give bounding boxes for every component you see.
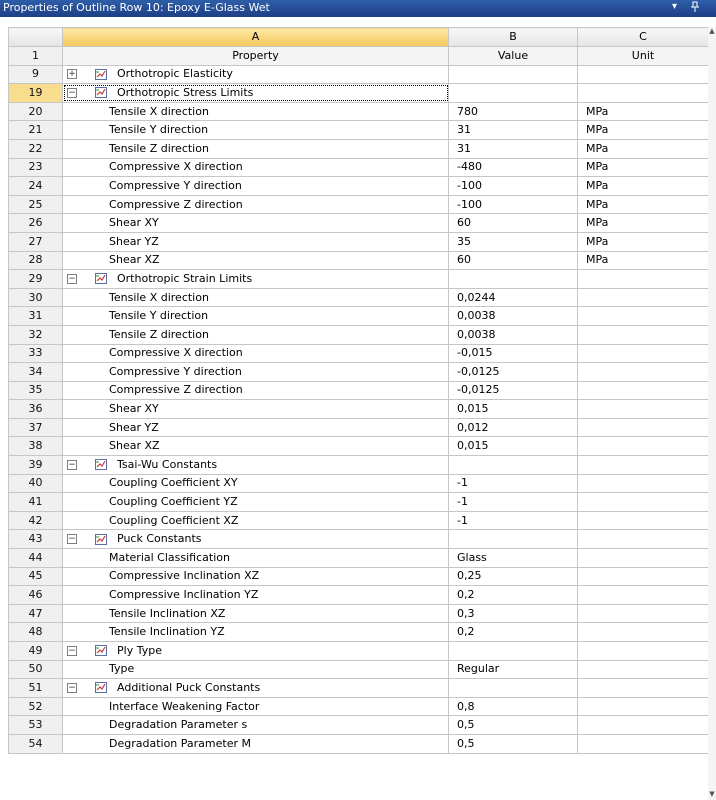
- row-number[interactable]: 47: [9, 604, 63, 623]
- row-number[interactable]: 39: [9, 456, 63, 475]
- property-cell[interactable]: Compressive Y direction: [63, 177, 449, 196]
- value-header: Value: [449, 47, 578, 66]
- column-header-b[interactable]: B: [449, 28, 578, 47]
- table-row[interactable]: [9, 139, 709, 158]
- property-cell[interactable]: Degradation Parameter M: [63, 734, 449, 753]
- unit-cell[interactable]: [578, 307, 709, 326]
- property-cell[interactable]: Tensile Y direction: [63, 121, 449, 140]
- value-cell[interactable]: 0,5: [449, 716, 578, 735]
- row-number[interactable]: 21: [9, 121, 63, 140]
- row-number[interactable]: 28: [9, 251, 63, 270]
- table-row[interactable]: [9, 604, 709, 623]
- unit-cell[interactable]: [578, 549, 709, 568]
- unit-cell[interactable]: [578, 716, 709, 735]
- collapse-icon[interactable]: −: [68, 645, 76, 656]
- unit-cell[interactable]: [578, 530, 709, 549]
- group-row[interactable]: [9, 642, 709, 661]
- row-number[interactable]: 45: [9, 567, 63, 586]
- property-cell[interactable]: Shear XY: [63, 214, 449, 233]
- group-row[interactable]: [9, 84, 709, 103]
- collapse-icon[interactable]: −: [68, 273, 76, 284]
- table-row[interactable]: [9, 437, 709, 456]
- group-row[interactable]: [9, 456, 709, 475]
- row-number[interactable]: 36: [9, 400, 63, 419]
- value-cell[interactable]: 0,2: [449, 586, 578, 605]
- property-cell[interactable]: Shear XZ: [63, 251, 449, 270]
- row-number[interactable]: 46: [9, 586, 63, 605]
- row-number[interactable]: 54: [9, 734, 63, 753]
- window-title-bar: [0, 0, 716, 17]
- row-number[interactable]: 23: [9, 158, 63, 177]
- unit-cell[interactable]: [578, 363, 709, 382]
- table-row[interactable]: [9, 697, 709, 716]
- table-row[interactable]: [9, 400, 709, 419]
- unit-cell[interactable]: MPa: [578, 158, 709, 177]
- property-cell[interactable]: Tensile X direction: [63, 288, 449, 307]
- group-row[interactable]: [9, 65, 709, 84]
- unit-cell[interactable]: [578, 344, 709, 363]
- chart-group-icon: [95, 273, 107, 284]
- unit-cell[interactable]: MPa: [578, 214, 709, 233]
- unit-cell[interactable]: [578, 734, 709, 753]
- table-row[interactable]: [9, 660, 709, 679]
- value-cell[interactable]: 0,5: [449, 734, 578, 753]
- row-number[interactable]: 48: [9, 623, 63, 642]
- table-row[interactable]: [9, 214, 709, 233]
- unit-cell[interactable]: MPa: [578, 251, 709, 270]
- property-cell[interactable]: Shear XZ: [63, 437, 449, 456]
- table-row[interactable]: [9, 121, 709, 140]
- property-cell[interactable]: Coupling Coefficient XZ: [63, 511, 449, 530]
- table-row[interactable]: [9, 232, 709, 251]
- table-row[interactable]: [9, 195, 709, 214]
- chart-group-icon: [95, 645, 107, 656]
- row-number[interactable]: 40: [9, 474, 63, 493]
- value-cell[interactable]: 60: [449, 214, 578, 233]
- value-cell[interactable]: 35: [449, 232, 578, 251]
- property-cell[interactable]: Degradation Parameter s: [63, 716, 449, 735]
- scroll-down-icon[interactable]: ▼: [709, 790, 715, 798]
- row-number[interactable]: 34: [9, 363, 63, 382]
- property-cell[interactable]: Interface Weakening Factor: [63, 697, 449, 716]
- property-cell[interactable]: Compressive Inclination YZ: [63, 586, 449, 605]
- row-number[interactable]: 50: [9, 660, 63, 679]
- expand-icon[interactable]: +: [68, 69, 76, 80]
- unit-cell[interactable]: [578, 660, 709, 679]
- table-row[interactable]: [9, 158, 709, 177]
- unit-cell[interactable]: [578, 567, 709, 586]
- chart-group-icon: [95, 87, 107, 98]
- collapse-icon[interactable]: −: [68, 534, 76, 545]
- row-number[interactable]: 32: [9, 325, 63, 344]
- table-row[interactable]: [9, 344, 709, 363]
- property-cell[interactable]: Shear YZ: [63, 418, 449, 437]
- table-row[interactable]: [9, 493, 709, 512]
- value-cell[interactable]: Regular: [449, 660, 578, 679]
- property-cell[interactable]: Tensile Inclination YZ: [63, 623, 449, 642]
- property-cell[interactable]: Type: [63, 660, 449, 679]
- table-row[interactable]: [9, 418, 709, 437]
- property-cell[interactable]: Material Classification: [63, 549, 449, 568]
- property-cell[interactable]: Compressive Z direction: [63, 381, 449, 400]
- property-header: Property: [63, 47, 449, 66]
- group-row[interactable]: [9, 679, 709, 698]
- group-cell[interactable]: [63, 642, 449, 661]
- group-label: Orthotropic Stress Limits: [117, 85, 254, 99]
- unit-cell[interactable]: [578, 84, 709, 103]
- value-cell[interactable]: 60: [449, 251, 578, 270]
- unit-cell[interactable]: MPa: [578, 121, 709, 140]
- collapse-icon[interactable]: −: [68, 459, 76, 470]
- collapse-icon[interactable]: −: [68, 87, 76, 98]
- row-number[interactable]: 26: [9, 214, 63, 233]
- row-number[interactable]: 38: [9, 437, 63, 456]
- row-number[interactable]: 33: [9, 344, 63, 363]
- property-cell[interactable]: Tensile X direction: [63, 102, 449, 121]
- value-cell[interactable]: 0,25: [449, 567, 578, 586]
- group-cell[interactable]: [63, 679, 449, 698]
- value-cell[interactable]: [449, 530, 578, 549]
- chevron-down-icon[interactable]: ▾: [672, 1, 678, 12]
- group-cell[interactable]: [63, 84, 449, 103]
- row-number[interactable]: 53: [9, 716, 63, 735]
- unit-header: Unit: [578, 47, 709, 66]
- value-cell[interactable]: 0,8: [449, 697, 578, 716]
- value-cell[interactable]: 31: [449, 121, 578, 140]
- group-cell[interactable]: [63, 456, 449, 475]
- property-cell[interactable]: Coupling Coefficient YZ: [63, 493, 449, 512]
- value-cell[interactable]: 0,0038: [449, 325, 578, 344]
- table-row[interactable]: [9, 381, 709, 400]
- value-cell[interactable]: 0,015: [449, 400, 578, 419]
- value-cell[interactable]: -1: [449, 493, 578, 512]
- window-title: Properties of Outline Row 10: Epoxy E-Glass Wet: [3, 1, 270, 14]
- unit-cell[interactable]: [578, 511, 709, 530]
- row-number[interactable]: 9: [9, 65, 63, 84]
- table-row[interactable]: [9, 511, 709, 530]
- property-cell[interactable]: Compressive Z direction: [63, 195, 449, 214]
- value-cell[interactable]: -0,0125: [449, 381, 578, 400]
- column-header-c[interactable]: C: [578, 28, 709, 47]
- group-label: Ply Type: [117, 643, 162, 657]
- chart-group-icon: [95, 69, 107, 80]
- group-label: Additional Puck Constants: [117, 680, 261, 694]
- chart-group-icon: [95, 459, 107, 470]
- row-number[interactable]: 44: [9, 549, 63, 568]
- row-number[interactable]: 43: [9, 530, 63, 549]
- row-number[interactable]: 42: [9, 511, 63, 530]
- table-row[interactable]: [9, 474, 709, 493]
- value-cell[interactable]: 0,2: [449, 623, 578, 642]
- row-number[interactable]: 1: [9, 47, 63, 66]
- table-row[interactable]: [9, 102, 709, 121]
- column-header-row: [9, 28, 709, 47]
- value-cell[interactable]: 0,0244: [449, 288, 578, 307]
- row-number[interactable]: 52: [9, 697, 63, 716]
- table-row[interactable]: [9, 623, 709, 642]
- collapse-icon[interactable]: −: [68, 682, 76, 693]
- table-row[interactable]: [9, 734, 709, 753]
- value-cell[interactable]: 0,3: [449, 604, 578, 623]
- row-number[interactable]: 20: [9, 102, 63, 121]
- pin-icon[interactable]: [690, 1, 700, 16]
- value-cell[interactable]: -480: [449, 158, 578, 177]
- value-cell[interactable]: 0,015: [449, 437, 578, 456]
- properties-table: [8, 27, 709, 754]
- row-number[interactable]: 49: [9, 642, 63, 661]
- header-row: [9, 47, 709, 66]
- value-cell[interactable]: [449, 642, 578, 661]
- group-label: Puck Constants: [117, 532, 202, 546]
- unit-cell[interactable]: [578, 474, 709, 493]
- value-cell[interactable]: -0,015: [449, 344, 578, 363]
- unit-cell[interactable]: [578, 381, 709, 400]
- value-cell[interactable]: 31: [449, 139, 578, 158]
- vertical-scrollbar[interactable]: [708, 27, 716, 800]
- property-cell[interactable]: Compressive X direction: [63, 344, 449, 363]
- scroll-up-icon[interactable]: ▲: [709, 27, 715, 35]
- value-cell[interactable]: [449, 84, 578, 103]
- row-number[interactable]: 37: [9, 418, 63, 437]
- unit-cell[interactable]: [578, 697, 709, 716]
- unit-cell[interactable]: [578, 493, 709, 512]
- group-label: Orthotropic Elasticity: [117, 67, 233, 81]
- property-cell[interactable]: Tensile Z direction: [63, 325, 449, 344]
- property-cell[interactable]: Tensile Inclination XZ: [63, 604, 449, 623]
- property-cell[interactable]: Coupling Coefficient XY: [63, 474, 449, 493]
- row-number[interactable]: 30: [9, 288, 63, 307]
- value-cell[interactable]: -100: [449, 195, 578, 214]
- unit-cell[interactable]: [578, 418, 709, 437]
- column-header-a[interactable]: A: [63, 28, 449, 47]
- unit-cell[interactable]: [578, 65, 709, 84]
- value-cell[interactable]: 780: [449, 102, 578, 121]
- unit-cell[interactable]: MPa: [578, 232, 709, 251]
- unit-cell[interactable]: MPa: [578, 139, 709, 158]
- unit-cell[interactable]: [578, 679, 709, 698]
- chart-group-icon: [95, 682, 107, 693]
- table-row[interactable]: [9, 363, 709, 382]
- table-row[interactable]: [9, 177, 709, 196]
- unit-cell[interactable]: MPa: [578, 102, 709, 121]
- property-cell[interactable]: Shear YZ: [63, 232, 449, 251]
- table-row[interactable]: [9, 307, 709, 326]
- chart-group-icon: [95, 534, 107, 545]
- value-cell[interactable]: [449, 456, 578, 475]
- unit-cell[interactable]: [578, 456, 709, 475]
- table-row[interactable]: [9, 549, 709, 568]
- group-row[interactable]: [9, 530, 709, 549]
- property-cell[interactable]: Compressive Inclination XZ: [63, 567, 449, 586]
- unit-cell[interactable]: [578, 325, 709, 344]
- row-number[interactable]: 35: [9, 381, 63, 400]
- row-number[interactable]: 22: [9, 139, 63, 158]
- value-cell[interactable]: -1: [449, 511, 578, 530]
- group-cell[interactable]: [63, 65, 449, 84]
- value-cell[interactable]: [449, 679, 578, 698]
- corner-cell[interactable]: [9, 28, 63, 47]
- row-number[interactable]: 19: [9, 84, 63, 103]
- group-row[interactable]: [9, 270, 709, 289]
- value-cell[interactable]: -1: [449, 474, 578, 493]
- unit-cell[interactable]: [578, 642, 709, 661]
- unit-cell[interactable]: [578, 586, 709, 605]
- unit-cell[interactable]: [578, 604, 709, 623]
- group-label: Orthotropic Strain Limits: [117, 271, 253, 285]
- table-row[interactable]: [9, 251, 709, 270]
- property-cell[interactable]: Shear XY: [63, 400, 449, 419]
- group-cell[interactable]: [63, 530, 449, 549]
- row-number[interactable]: 31: [9, 307, 63, 326]
- value-cell[interactable]: -0,0125: [449, 363, 578, 382]
- row-number[interactable]: 27: [9, 232, 63, 251]
- unit-cell[interactable]: [578, 270, 709, 289]
- value-cell[interactable]: [449, 270, 578, 289]
- unit-cell[interactable]: [578, 288, 709, 307]
- value-cell[interactable]: 0,012: [449, 418, 578, 437]
- value-cell[interactable]: -100: [449, 177, 578, 196]
- unit-cell[interactable]: MPa: [578, 177, 709, 196]
- row-number[interactable]: 25: [9, 195, 63, 214]
- property-cell[interactable]: Compressive Y direction: [63, 363, 449, 382]
- table-row[interactable]: [9, 716, 709, 735]
- value-cell[interactable]: Glass: [449, 549, 578, 568]
- table-row[interactable]: [9, 325, 709, 344]
- group-cell[interactable]: [63, 270, 449, 289]
- table-row[interactable]: [9, 586, 709, 605]
- row-number[interactable]: 51: [9, 679, 63, 698]
- value-cell[interactable]: [449, 65, 578, 84]
- unit-cell[interactable]: [578, 400, 709, 419]
- table-row[interactable]: [9, 567, 709, 586]
- value-cell[interactable]: 0,0038: [449, 307, 578, 326]
- property-cell[interactable]: Tensile Z direction: [63, 139, 449, 158]
- table-row[interactable]: [9, 288, 709, 307]
- unit-cell[interactable]: [578, 437, 709, 456]
- property-cell[interactable]: Tensile Y direction: [63, 307, 449, 326]
- property-cell[interactable]: Compressive X direction: [63, 158, 449, 177]
- row-number[interactable]: 24: [9, 177, 63, 196]
- row-number[interactable]: 41: [9, 493, 63, 512]
- group-label: Tsai-Wu Constants: [117, 457, 218, 471]
- row-number[interactable]: 29: [9, 270, 63, 289]
- unit-cell[interactable]: MPa: [578, 195, 709, 214]
- unit-cell[interactable]: [578, 623, 709, 642]
